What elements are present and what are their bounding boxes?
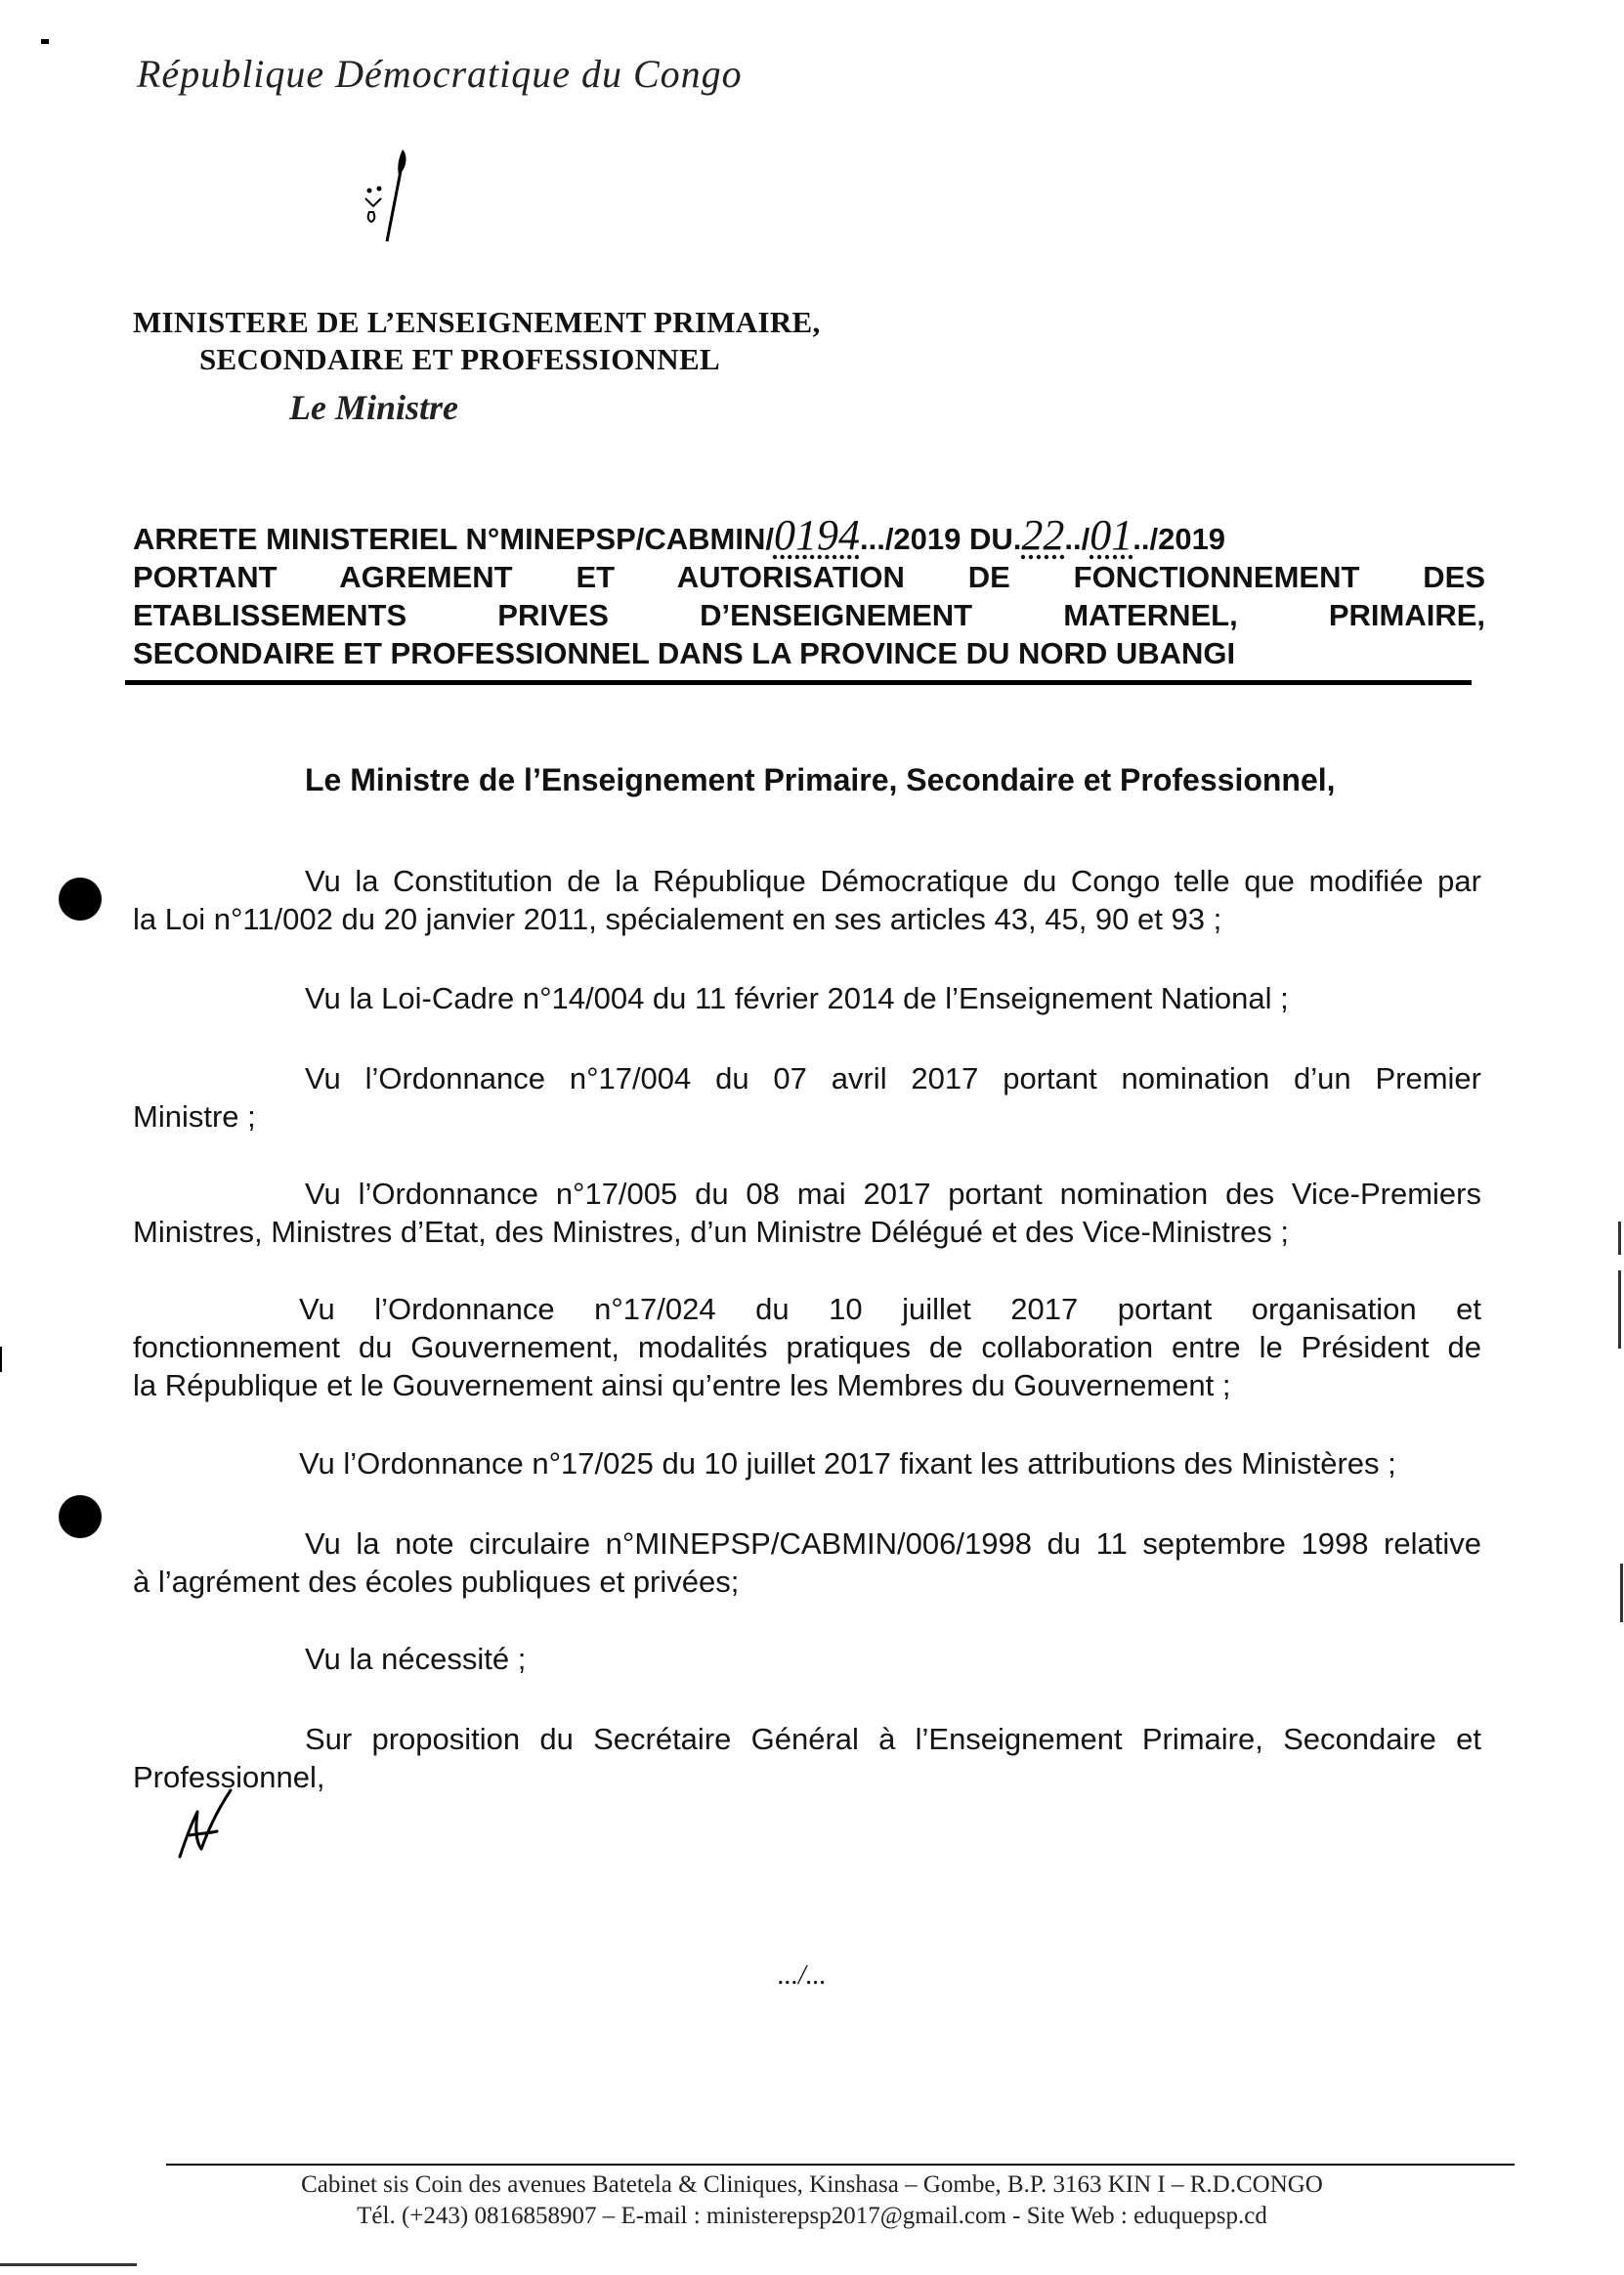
minister-heading: Le Ministre de l’Enseignement Primaire, Secondaire et Professionnel,: [305, 762, 1336, 797]
decree-number: 0194: [773, 511, 860, 559]
le-ministre-signature-title: Le Ministre: [289, 388, 459, 427]
paragraph-proposition: [133, 1720, 1481, 1796]
paragraph-line: Vu l’Ordonnance n°17/024 du 10 juillet 2017 portant organisation et: [299, 1292, 1481, 1326]
paragraph-constitution: [133, 862, 1481, 938]
scan-mark: [1618, 1270, 1621, 1349]
footer-contact: Tél. (+243) 0816858907 – E-mail : ministerepsp2017@gmail.com - Site Web : eduquepsp.cd: [357, 2203, 1267, 2229]
paragraph-line: Ministre ;: [133, 1099, 256, 1134]
paragraph-line: Vu l’Ordonnance n°17/025 du 10 juillet 2017 fixant les attributions des Ministères ;: [299, 1446, 1396, 1481]
title-sep: ../: [1064, 522, 1090, 556]
paragraph-line: Vu la nécessité ;: [305, 1642, 527, 1676]
paragraph-necessite: [305, 1640, 526, 1678]
paragraph-line: à l’agrément des écoles publiques et privées;: [133, 1565, 740, 1599]
punch-hole: [59, 1495, 102, 1538]
title-prefix: ARRETE MINISTERIEL N°MINEPSP/CABMIN/: [133, 522, 774, 556]
paragraph-line: Ministres, Ministres d’Etat, des Ministres, d’un Ministre Délégué et des Vice-Ministres ;: [133, 1215, 1290, 1249]
paragraph-note-circulaire: [133, 1524, 1481, 1601]
scan-mark: [0, 2263, 137, 2266]
paragraph-line: Vu l’Ordonnance n°17/004 du 07 avril 2017 portant nomination d’un Premier: [305, 1061, 1481, 1095]
title-rule: [125, 680, 1472, 685]
paragraph-line: Vu la Constitution de la République Démocratique du Congo telle que modifiée par: [305, 864, 1481, 898]
punch-hole: [59, 878, 102, 921]
paragraph-line: la République et le Gouvernement ainsi qu’entre les Membres du Gouvernement ;: [133, 1368, 1231, 1402]
paragraph-line: Sur proposition du Secrétaire Général à l’Enseignement Primaire, Secondaire et: [305, 1722, 1481, 1756]
scan-mark: [41, 39, 49, 44]
paragraph-line: la Loi n°11/002 du 20 janvier 2011, spécialement en ses articles 43, 45, 90 et 93 ;: [133, 902, 1222, 936]
paragraph-line: fonctionnement du Gouvernement, modalités pratiques de collaboration entre le Président de: [133, 1330, 1481, 1364]
title-line-3: ETABLISSEMENTS PRIVES D’ENSEIGNEMENT MATERNEL, PRIMAIRE,: [133, 598, 1485, 632]
paragraph-ordonnance-17-025: [299, 1444, 1396, 1482]
title-line-1: [133, 511, 1485, 559]
paragraph-ordonnance-17-004: [133, 1059, 1481, 1136]
scan-mark: [1620, 1564, 1623, 1622]
scan-mark: [1618, 1222, 1621, 1255]
initials-signature-icon: [172, 1784, 240, 1863]
paragraph-ordonnance-17-005: [133, 1175, 1481, 1251]
paragraph-line: Vu l’Ordonnance n°17/005 du 08 mai 2017 portant nomination des Vice-Premiers: [305, 1177, 1481, 1211]
footer-rule: [166, 2164, 1515, 2166]
footer-address: Cabinet sis Coin des avenues Batetela & Cliniques, Kinshasa – Gombe, B.P. 3163 KIN I – R.D.CONGO: [301, 2171, 1323, 2198]
page-continuation: .../...: [778, 1960, 827, 1991]
paragraph-line: Professionnel,: [133, 1760, 325, 1794]
title-line-2: PORTANT AGREMENT ET AUTORISATION DE FONCTIONNEMENT DES: [133, 560, 1485, 594]
paragraph-loi-cadre: [305, 979, 1289, 1017]
coat-of-arms-icon: [352, 142, 430, 249]
paragraph-ordonnance-17-024: [133, 1290, 1481, 1404]
decree-month: 01: [1090, 511, 1133, 559]
ministry-line-1: MINISTERE DE L’ENSEIGNEMENT PRIMAIRE,: [133, 305, 821, 339]
ministry-line-2: SECONDAIRE ET PROFESSIONNEL: [199, 342, 720, 376]
decree-day: 22: [1021, 511, 1065, 559]
scan-mark: [0, 1347, 2, 1372]
paragraph-line: Vu la Loi-Cadre n°14/004 du 11 février 2014 de l’Enseignement National ;: [305, 981, 1289, 1015]
title-line-4: SECONDAIRE ET PROFESSIONNEL DANS LA PROVINCE DU NORD UBANGI: [133, 636, 1236, 670]
title-block: [133, 511, 1485, 672]
country-name: République Démocratique du Congo: [137, 52, 743, 96]
title-mid: .../2019 DU.: [859, 522, 1022, 556]
paragraph-line: Vu la note circulaire n°MINEPSP/CABMIN/006/1998 du 11 septembre 1998 relative: [305, 1526, 1481, 1561]
title-year: ../2019: [1133, 522, 1226, 556]
